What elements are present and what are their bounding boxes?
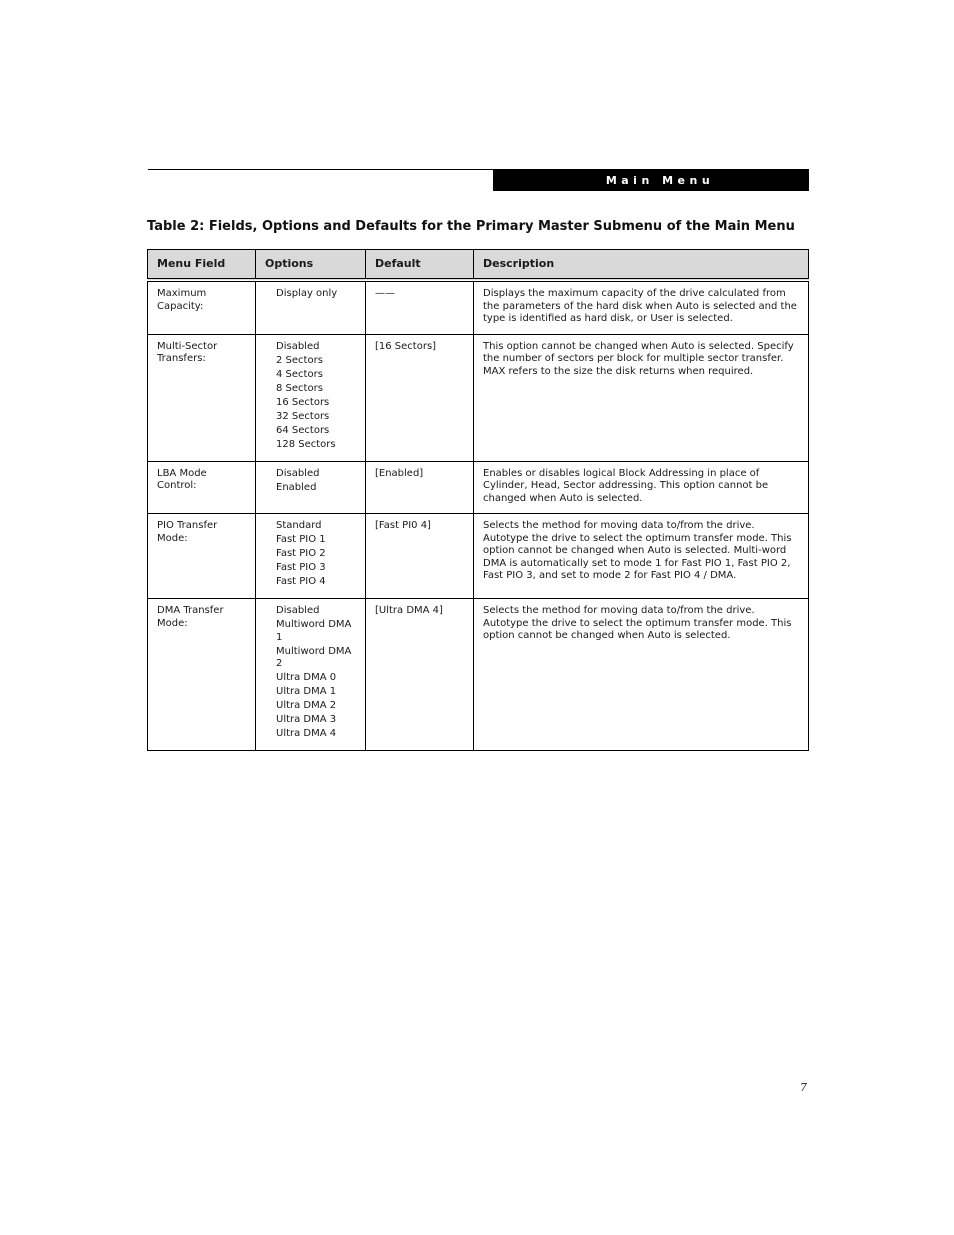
option-item: Enabled: [276, 481, 317, 493]
option-item: Disabled: [276, 340, 320, 352]
description-cell: Selects the method for moving data to/from the drive. Autotype the drive to select the optimum transfer mode. This option cannot be changed when Auto is selected. Multi-word DMA is automatically set to mode 1 for Fast PIO 1, Fast PIO 2, Fast PIO 3, and set to mode 2 for Fast PIO 4 / DMA.: [474, 514, 809, 599]
options-cell: [256, 461, 366, 514]
section-label: Main Menu: [605, 173, 715, 187]
menu-field-cell: PIO Transfer Mode:: [148, 514, 256, 599]
option-item: Fast PIO 3: [276, 562, 326, 573]
table-row: [148, 334, 809, 461]
column-header-options: Options: [256, 250, 366, 281]
description-cell: Enables or disables logical Block Addressing in place of Cylinder, Head, Sector addressing. This option cannot be changed when Auto is selected.: [474, 461, 809, 514]
default-cell: ——: [366, 280, 474, 334]
option-item: Standard: [276, 520, 322, 531]
column-header-default: Default: [366, 250, 474, 281]
menu-field-cell: Maximum Capacity:: [148, 280, 256, 334]
options-cell: [256, 280, 366, 334]
default-cell: [16 Sectors]: [366, 334, 474, 461]
option-item: Fast PIO 2: [276, 548, 326, 559]
section-header-bar: [493, 169, 809, 191]
options-cell: [256, 334, 366, 461]
option-item: Ultra DMA 3: [276, 714, 337, 725]
default-cell: [Enabled]: [366, 461, 474, 514]
option-item: Disabled: [276, 605, 320, 616]
option-item: Fast PIO 1: [276, 534, 326, 545]
option-item: Ultra DMA 2: [276, 700, 337, 711]
description-cell: This option cannot be changed when Auto is selected. Specify the number of sectors per block for multiple sector transfer. MAX refers to the size the disk returns when required.: [474, 334, 809, 461]
option-item: Disabled: [276, 467, 320, 479]
description-cell: Selects the method for moving data to/from the drive. Autotype the drive to select the optimum transfer mode. This option cannot be changed when Auto is selected.: [474, 599, 809, 751]
option-item: Ultra DMA 1: [276, 686, 337, 697]
option-item: 8 Sectors: [276, 382, 323, 394]
description-cell: Displays the maximum capacity of the drive calculated from the parameters of the hard disk when Auto is selected and the type is identified as hard disk, or User is selected.: [474, 280, 809, 334]
option-item: 2 Sectors: [276, 354, 323, 366]
table-title: Table 2: Fields, Options and Defaults for the Primary Master Submenu of the Main Menu: [147, 219, 795, 234]
table-row: [148, 514, 809, 599]
menu-field-cell: LBA Mode Control:: [148, 461, 256, 514]
default-cell: [Ultra DMA 4]: [366, 599, 474, 751]
menu-field-cell: Multi-Sector Transfers:: [148, 334, 256, 461]
column-header-menu-field: Menu Field: [148, 250, 256, 281]
table-row: [148, 280, 809, 334]
option-item: Multiword DMA 2: [276, 645, 352, 669]
option-item: Display only: [276, 288, 338, 299]
fields-options-table: [147, 249, 809, 751]
table-row: [148, 599, 809, 751]
option-item: 64 Sectors: [276, 424, 330, 436]
option-item: 128 Sectors: [276, 438, 336, 450]
menu-field-cell: DMA Transfer Mode:: [148, 599, 256, 751]
page-number: 7: [800, 1081, 807, 1094]
options-cell: [256, 514, 366, 599]
table-row: [148, 461, 809, 514]
options-cell: [256, 599, 366, 751]
default-cell: [Fast PI0 4]: [366, 514, 474, 599]
option-item: Fast PIO 4: [276, 576, 326, 587]
table-header-row: [148, 250, 809, 281]
header-rule: [148, 169, 493, 170]
option-item: Ultra DMA 4: [276, 728, 337, 739]
column-header-description: Description: [474, 250, 809, 281]
option-item: 4 Sectors: [276, 368, 323, 380]
option-item: 32 Sectors: [276, 410, 330, 422]
option-item: Ultra DMA 0: [276, 672, 337, 683]
option-item: 16 Sectors: [276, 396, 330, 408]
option-item: Multiword DMA 1: [276, 619, 352, 643]
